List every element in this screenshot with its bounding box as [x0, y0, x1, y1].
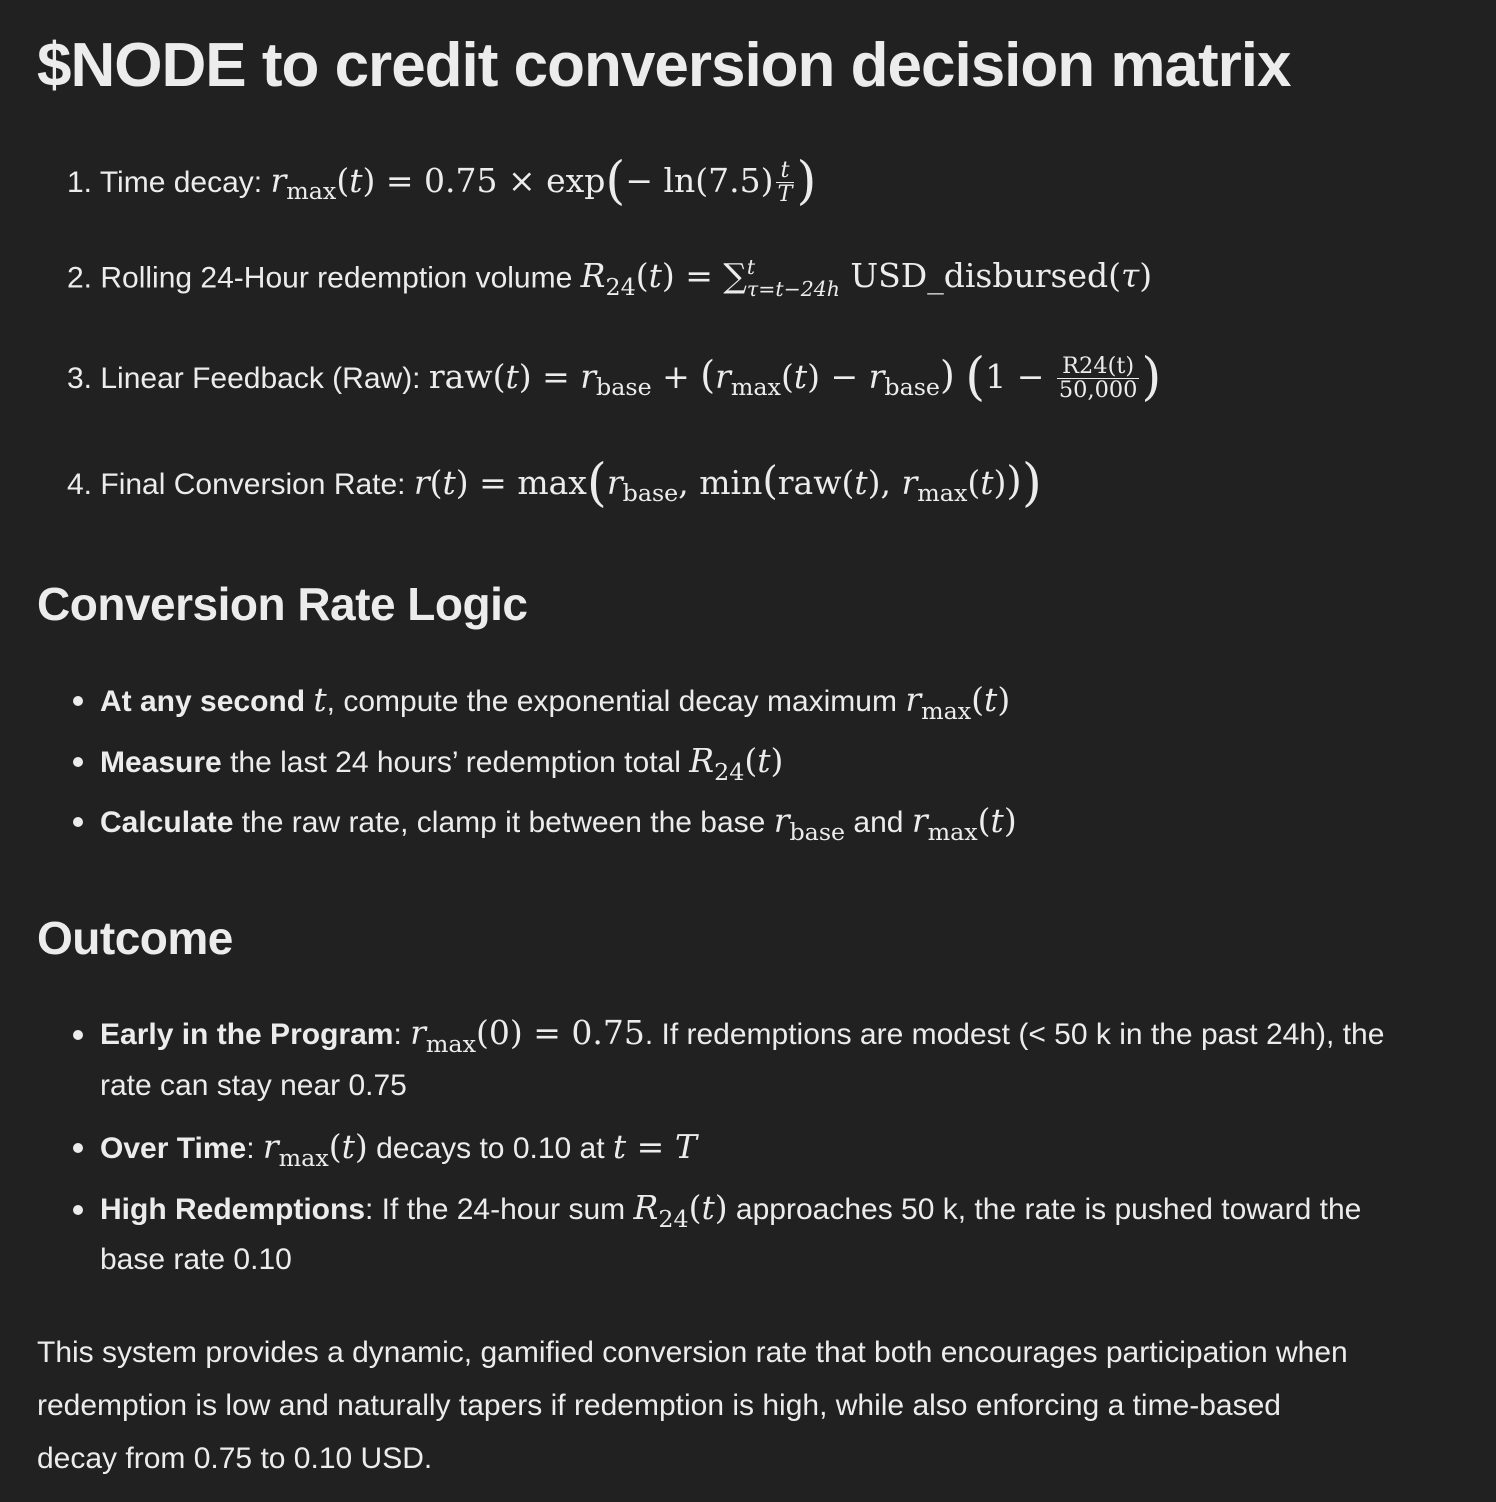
formula-math: $r(t) = \max(r_{base}$, min(raw(t), $r_{max}(t)$)): [413, 454, 1042, 513]
formula-rolling-volume: [67, 256, 1152, 301]
list-number: 2.: [67, 261, 93, 295]
formula-label: Linear Feedback (Raw):: [100, 361, 421, 395]
list-item: Calculate the raw rate, clamp it between the base $r_{base}$ and $r_{max}(t)$: [100, 801, 1017, 846]
section-heading-logic: Conversion Rate Logic: [37, 578, 528, 630]
section-heading-outcome: Outcome: [37, 912, 233, 964]
formula-final-rate: [67, 454, 1042, 513]
formula-label: Time decay:: [99, 165, 263, 199]
bullet-icon: [73, 817, 83, 827]
formula-math: $R_{24}(t)$ = ∑ t τ=t−24h USD_disbursed(τ): [580, 255, 1153, 302]
formula-linear-feedback: [67, 348, 1162, 407]
list-number: 4.: [67, 467, 93, 501]
formula-label: Final Conversion Rate:: [100, 467, 406, 501]
list-item: Over Time: $r_{max}(t)$ decays to 0.10 at t = T: [100, 1127, 697, 1172]
list-number: 3.: [67, 361, 93, 395]
formula-label: Rolling 24-Hour redemption volume: [100, 261, 573, 295]
bullet-icon: [73, 696, 83, 706]
bullet-icon: [73, 757, 83, 767]
list-item: At any second t, compute the exponential decay maximum $r_{max}(t)$: [100, 680, 1011, 725]
formula-math: $r_{max}(t) = 0.75 \times \exp(- \ln(7.5)$ $\frac{t}{T}$ ): [270, 152, 817, 211]
list-item: Early in the Program: $r_{max}(0) = 0.75$. If redemptions are modest (< 50 k in the past 24h), the: [100, 1013, 1385, 1058]
list-number: 1.: [67, 165, 93, 199]
list-item-continuation: rate can stay near 0.75: [100, 1069, 407, 1102]
bullet-icon: [73, 1030, 83, 1040]
summary-line: decay from 0.75 to 0.10 USD.: [37, 1442, 433, 1475]
formula-time-decay: [67, 152, 817, 211]
bullet-icon: [73, 1205, 83, 1215]
formula-math: $raw(t) = r_{base} + (r_{max}(t) - r_{base}) (1$ − $\frac{R24(t)}{50,000}$ ): [428, 348, 1162, 407]
bullet-icon: [73, 1143, 83, 1153]
list-item: Measure the last 24 hours’ redemption total $R_{24}(t)$: [100, 741, 784, 786]
summary-line: redemption is low and naturally tapers if redemption is high, while also enforcing a time-based: [37, 1389, 1281, 1422]
list-item-continuation: base rate 0.10: [100, 1243, 292, 1276]
page-title: $NODE to credit conversion decision matrix: [37, 31, 1291, 100]
summary-line: This system provides a dynamic, gamified conversion rate that both encourages participation when: [37, 1336, 1348, 1369]
list-item: High Redemptions: If the 24-hour sum $R_{24}(t)$ approaches 50 k, the rate is pushed toward the: [100, 1188, 1362, 1233]
